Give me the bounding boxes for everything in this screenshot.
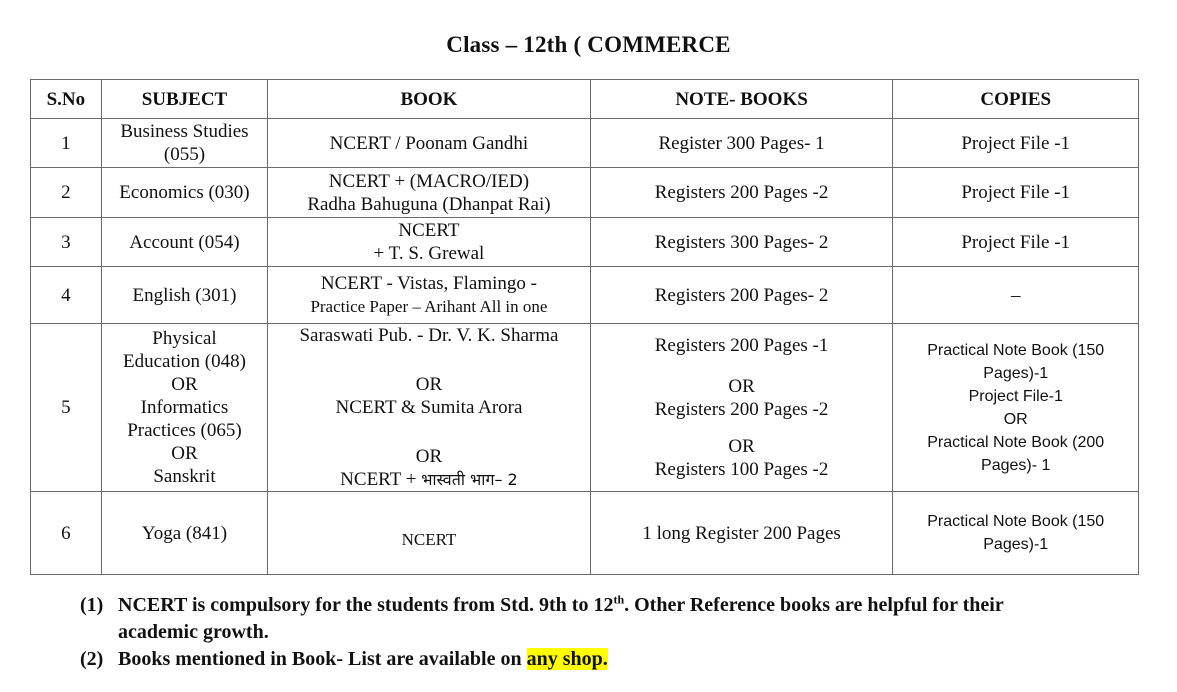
- footnote-text-part: Books mentioned in Book- List are available on: [118, 648, 527, 670]
- subject-line: Sanskrit: [153, 466, 216, 487]
- cell-notebooks: Registers 200 Pages -2: [590, 168, 893, 218]
- book-line: NCERT & Sumita Arora: [335, 397, 523, 418]
- table-row: [31, 119, 1139, 168]
- cell-sno: 6: [31, 492, 102, 575]
- subject-line: Business Studies: [120, 121, 249, 142]
- footnotes: [80, 592, 1170, 673]
- book-list-table: [30, 79, 1139, 575]
- notebook-line: OR: [728, 436, 755, 457]
- footnote-text-part: . Other Reference books are helpful for their: [624, 594, 1004, 616]
- cell-sno: 3: [31, 218, 102, 267]
- footnote-number: (1): [80, 594, 104, 616]
- cell-book: [268, 218, 591, 267]
- cell-copies: [893, 324, 1139, 492]
- footnote-text-part: NCERT is compulsory for the students from Std. 9th to 12: [118, 594, 614, 616]
- subject-line: Practices (065): [127, 420, 242, 441]
- header-subject: SUBJECT: [101, 80, 267, 119]
- cell-copies: [893, 492, 1139, 575]
- book-line: NCERT + (MACRO/IED): [328, 170, 530, 192]
- header-sno: S.No: [31, 80, 102, 119]
- cell-sno: 2: [31, 168, 102, 218]
- cell-notebooks: Registers 200 Pages- 2: [590, 267, 893, 324]
- copies-line: Pages)-1: [983, 364, 1049, 382]
- copies-line: Practical Note Book (150: [927, 513, 1105, 530]
- footnote-number: (2): [80, 648, 104, 670]
- cell-subject: Economics (030): [101, 168, 267, 218]
- copies-line: Pages)-1: [983, 536, 1049, 553]
- cell-subject: [101, 324, 267, 492]
- footnote-item: [80, 646, 1170, 673]
- copies-line: OR: [1003, 410, 1028, 428]
- footnote-text: [118, 592, 1170, 646]
- book-line: Practice Paper – Arihant All in one: [310, 297, 548, 316]
- cell-copies: Project File -1: [893, 168, 1139, 218]
- header-copies: COPIES: [893, 80, 1139, 119]
- book-text: NCERT +: [340, 469, 422, 490]
- book-line: Radha Bahuguna (Dhanpat Rai): [307, 193, 551, 215]
- subject-line: OR: [171, 443, 198, 464]
- subject-line: Physical: [152, 328, 217, 349]
- table-header-row: [31, 80, 1139, 119]
- book-line: + T. S. Grewal: [373, 243, 485, 264]
- cell-book: [268, 324, 591, 492]
- copies-line: Practical Note Book (200: [927, 433, 1105, 451]
- book-line: NCERT - Vistas, Flamingo -: [320, 273, 537, 294]
- book-line: OR: [415, 446, 443, 467]
- cell-book: NCERT / Poonam Gandhi: [268, 119, 591, 168]
- header-notebooks: NOTE- BOOKS: [590, 80, 893, 119]
- notebook-line: OR: [728, 376, 755, 397]
- cell-book: [268, 492, 591, 575]
- sanskrit-book-title: भास्वती भाग– 2: [421, 470, 518, 489]
- table-row: [31, 218, 1139, 267]
- page-title: Class – 12th ( COMMERCE: [446, 32, 731, 57]
- cell-notebooks: 1 long Register 200 Pages: [590, 492, 893, 575]
- cell-notebooks: [590, 324, 893, 492]
- footnote-text-part: academic growth.: [118, 621, 269, 643]
- footnote-item: [80, 592, 1170, 646]
- table-row: [31, 492, 1139, 575]
- book-line: NCERT: [401, 529, 457, 549]
- cell-copies: Project File -1: [893, 119, 1139, 168]
- book-line: NCERT: [398, 220, 460, 241]
- cell-book: [268, 267, 591, 324]
- cell-subject: English (301): [101, 267, 267, 324]
- book-line: Saraswati Pub. - Dr. V. K. Sharma: [299, 325, 559, 346]
- copies-line: Pages)- 1: [981, 456, 1051, 474]
- cell-book: [268, 168, 591, 218]
- book-line: [272, 468, 586, 491]
- cell-sno: 1: [31, 119, 102, 168]
- copies-line: Practical Note Book (150: [927, 341, 1105, 359]
- notebook-line: Registers 100 Pages -2: [654, 459, 829, 480]
- subject-line: OR: [171, 374, 198, 395]
- highlighted-text: any shop.: [526, 648, 608, 670]
- copies-line: Project File-1: [968, 387, 1063, 405]
- cell-sno: 4: [31, 267, 102, 324]
- notebook-line: Registers 200 Pages -2: [654, 399, 829, 420]
- cell-sno: 5: [31, 324, 102, 492]
- cell-subject: [101, 119, 267, 168]
- table-row: [31, 168, 1139, 218]
- table-row: [31, 324, 1139, 492]
- subject-line: (055): [163, 144, 206, 165]
- cell-copies: Project File -1: [893, 218, 1139, 267]
- notebook-line: Registers 200 Pages -1: [654, 335, 829, 356]
- subject-line: Informatics: [140, 397, 229, 418]
- cell-notebooks: Registers 300 Pages- 2: [590, 218, 893, 267]
- cell-notebooks: Register 300 Pages- 1: [590, 119, 893, 168]
- footnote-text: [118, 646, 1170, 673]
- cell-subject: Account (054): [101, 218, 267, 267]
- cell-copies: –: [893, 267, 1139, 324]
- cell-subject: Yoga (841): [101, 492, 267, 575]
- table-row: [31, 267, 1139, 324]
- book-line: OR: [415, 374, 443, 395]
- header-book: BOOK: [268, 80, 591, 119]
- footnote-superscript: th: [613, 592, 625, 607]
- subject-line: Education (048): [122, 351, 246, 372]
